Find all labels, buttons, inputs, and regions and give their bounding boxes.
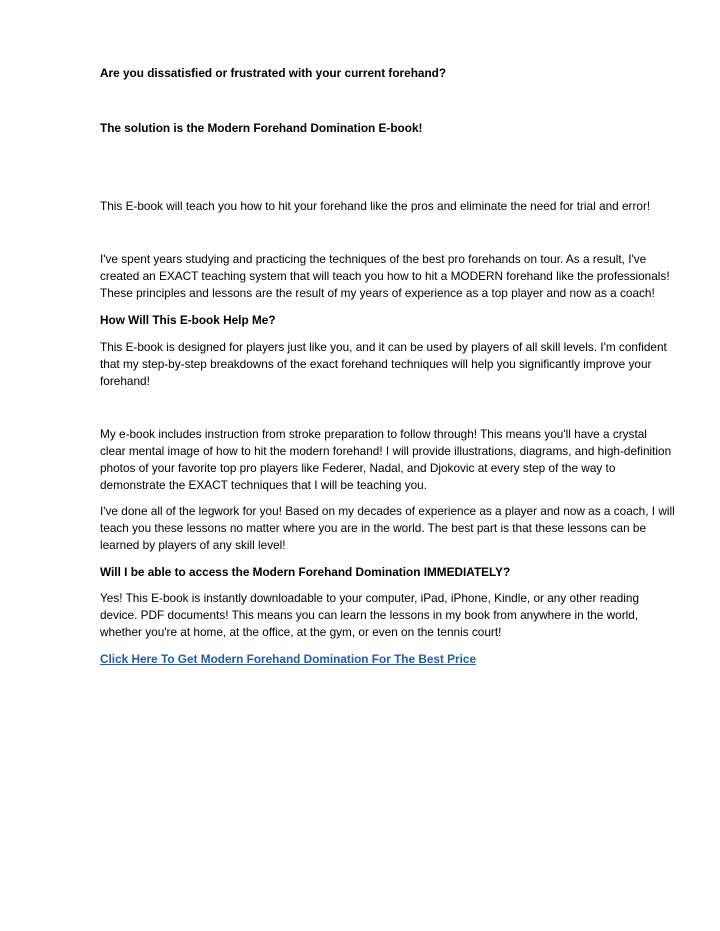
designed-paragraph: This E-book is designed for players just like you, and it can be used by players of all skill levels. I'm confident that my step-by-step breakdowns of the exact forehand techniques will help you significantly improve your forehand! <box>100 340 667 388</box>
access-paragraph: Yes! This E-book is instantly downloadable to your computer, iPad, iPhone, Kindle, or any other reading device. PDF documents! This means you can learn the lessons in my book from anywhere in the world, whether you're at home, at the office, at the gym, or even on the tennis court! <box>100 591 640 639</box>
intro-paragraph: This E-book will teach you how to hit your forehand like the pros and eliminate the need for trial and error! <box>100 199 651 213</box>
heading-help: How Will This E-book Help Me? <box>100 313 276 327</box>
instruction-paragraph: My e-book includes instruction from stroke preparation to follow through! This means you'll have a crystal clear mental image of how to hit the modern forehand! I will provide illustrations, diagrams, and high-definition photos of your favorite top pro players like Federer, Nadal, and Djokovic at every step of the way to demonstrate the EXACT techniques that I will be teaching you. <box>100 427 672 492</box>
heading-question: Are you dissatisfied or frustrated with your current forehand? <box>100 66 447 80</box>
heading-access: Will I be able to access the Modern Forehand Domination IMMEDIATELY? <box>100 565 511 579</box>
heading-solution: The solution is the Modern Forehand Domination E-book! <box>100 121 423 135</box>
cta-link[interactable]: Click Here To Get Modern Forehand Domination For The Best Price <box>100 652 477 666</box>
experience-paragraph: I've spent years studying and practicing the techniques of the best pro forehands on tour. As a result, I've created an EXACT teaching system that will teach you how to hit a MODERN forehand like the professionals! These principles and lessons are the result of my years of experience as a top player and now as a coach! <box>100 252 670 300</box>
legwork-paragraph: I've done all of the legwork for you! Based on my decades of experience as a player and now as a coach, I will teach you these lessons no matter where you are in the world. The best part is that these lessons can be learned by players of any skill level! <box>100 504 675 552</box>
